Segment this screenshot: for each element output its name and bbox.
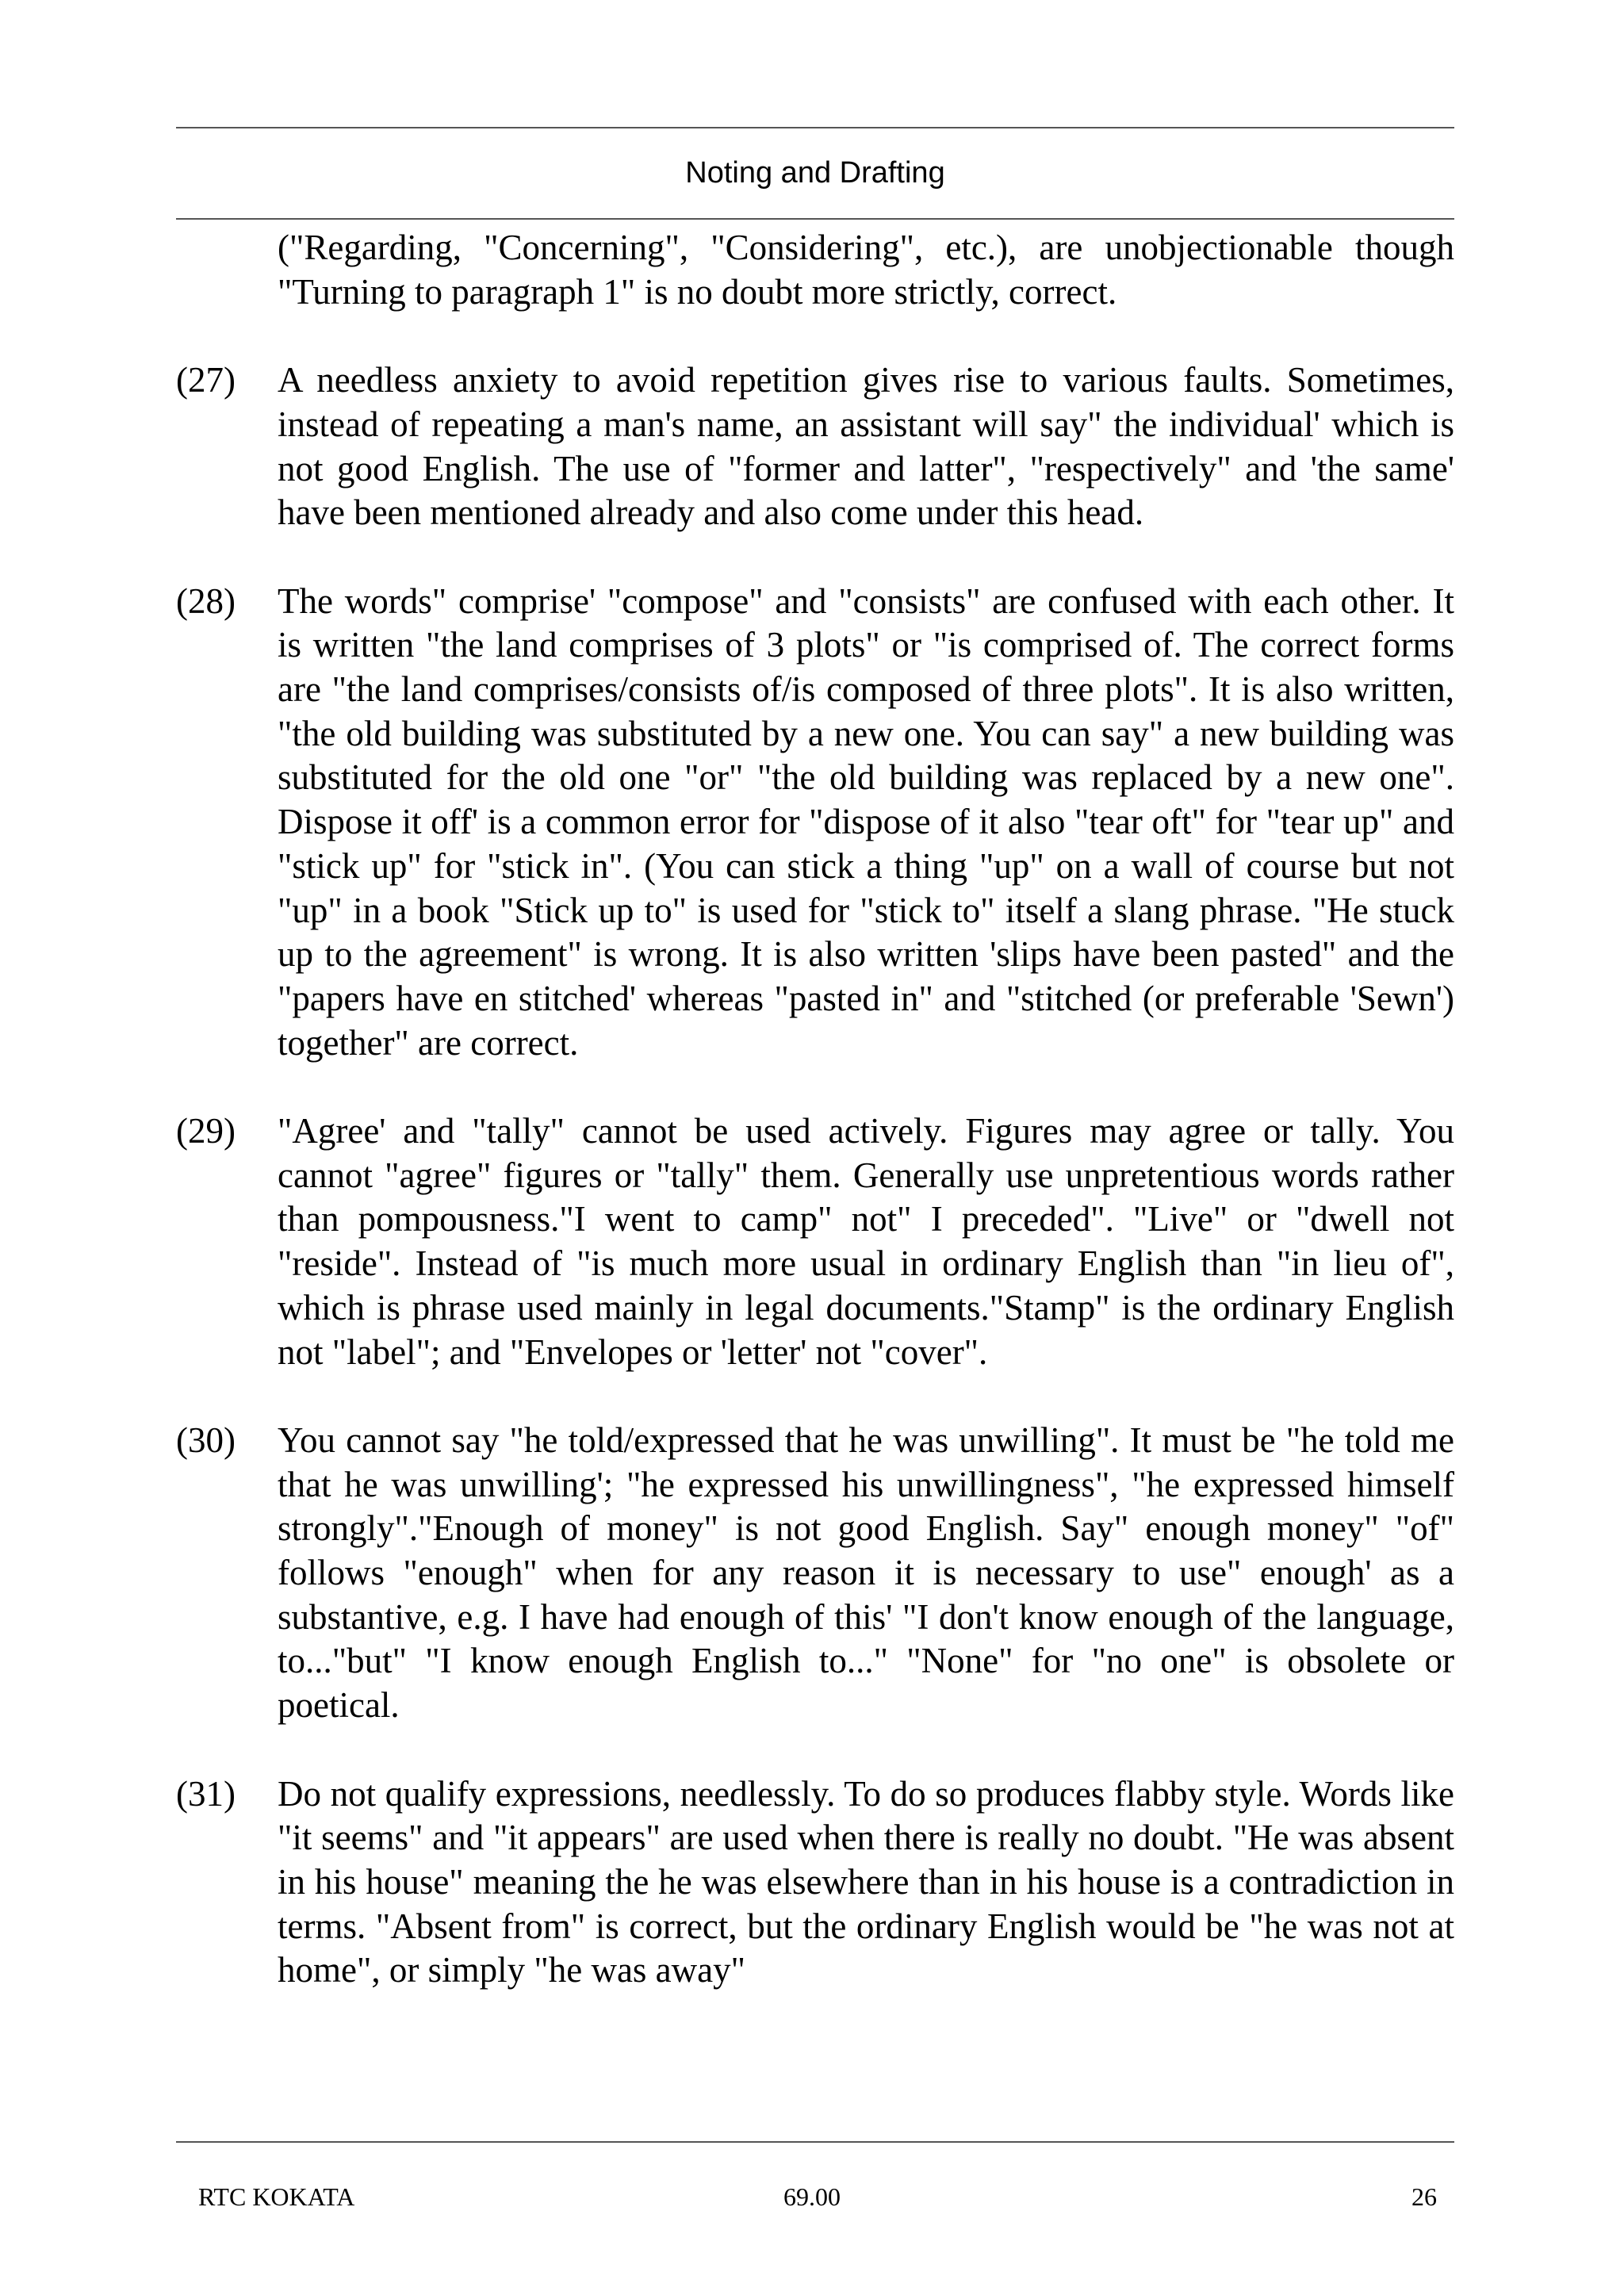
paragraph-number: (28) bbox=[176, 580, 236, 621]
paragraph-31 bbox=[176, 1772, 1454, 1994]
document-body bbox=[176, 226, 1454, 1993]
footer-rule bbox=[176, 2141, 1454, 2143]
paragraph-text: Do not qualify expressions, needlessly. To do so produces flabby style. Words like "it seems" and "it appears" are used when there is really no doubt. "He was absent in his house" meaning the he was elsewhere than in his house is a contradiction in terms. "Absent from" is correct, but the ordinary English would be "he was not at home", or simply "he was away" bbox=[278, 1773, 1454, 1990]
paragraph-number: (27) bbox=[176, 360, 236, 400]
paragraph-text: You cannot say "he told/expressed that he was unwilling". It must be "he told me that he was unwilling'; "he expressed his unwillingness", "he expressed himself strongly"."Enough of money" is not good English. Say" enough money" "of" follows "enough" when for any reason it is necessary to use" enough' as a substantive, e.g. I have had enough of this' "I don't know enough of the language, to..."but" "I know enough English to..." "None" for "no one" is obsolete or poetical. bbox=[278, 1420, 1454, 1726]
footer-code: 69.00 bbox=[783, 2182, 841, 2211]
paragraph-number: (31) bbox=[176, 1773, 236, 1814]
paragraph-continuation bbox=[176, 226, 1454, 314]
page-number: 26 bbox=[1411, 2182, 1437, 2211]
paragraph-27 bbox=[176, 358, 1454, 535]
paragraph-29 bbox=[176, 1109, 1454, 1374]
paragraph-text: The words" comprise' "compose" and "consists" are confused with each other. It is written "the land comprises of 3 plots" or "is comprised of. The correct forms are "the land comprises/consists of/is composed of three plots". It is also written, "the old building was substituted by a new one. You can say" a new building was substituted for the old one "or" "the old building was replaced by a new one". Dispose it off' is a common error for "dispose of it also "tear oft" for "tear up" and "stick up" for "stick in". (You can stick a thing "up" on a wall of course but not "up" in a book "Stick up to" is used for "stick to" itself a slang phrase. "He stuck up to the agreement" is wrong. It is also written 'slips have been pasted" and the "papers have en stitched' whereas "pasted in" and "stitched (or preferable 'Sewn') together" are correct. bbox=[278, 580, 1454, 1063]
paragraph-text: A needless anxiety to avoid repetition gives rise to various faults. Sometimes, instead of repeating a man's name, an assistant will say" the individual' which is not good English. The use of "former and latter", "respectively" and 'the same' have been mentioned already and also come under this head. bbox=[278, 360, 1454, 533]
page-header-title: Noting and Drafting bbox=[685, 156, 945, 190]
paragraph-28 bbox=[176, 580, 1454, 1066]
header-top-rule bbox=[176, 127, 1454, 128]
header-bottom-rule bbox=[176, 218, 1454, 220]
page-footer bbox=[0, 2177, 1624, 2216]
paragraph-text: ("Regarding, "Concerning", "Considering", etc.), are unobjectionable though "Turning to paragraph 1" is no doubt more strictly, correct. bbox=[278, 228, 1454, 312]
paragraph-text: "Agree' and "tally" cannot be used actively. Figures may agree or tally. You cannot "agree" figures or "tally" them. Generally use unpretentious words rather than pompousness."I went to camp" not" I preceded". "Live" or "dwell not "reside". Instead of "is much more usual in ordinary English than "in lieu of", which is phrase used mainly in legal documents."Stamp" is the ordinary English not "label"; and "Envelopes or 'letter' not "cover". bbox=[278, 1111, 1454, 1372]
footer-organization: RTC KOKATA bbox=[198, 2182, 355, 2211]
paragraph-number: (29) bbox=[176, 1111, 236, 1151]
paragraph-30 bbox=[176, 1419, 1454, 1728]
paragraph-number: (30) bbox=[176, 1420, 236, 1460]
